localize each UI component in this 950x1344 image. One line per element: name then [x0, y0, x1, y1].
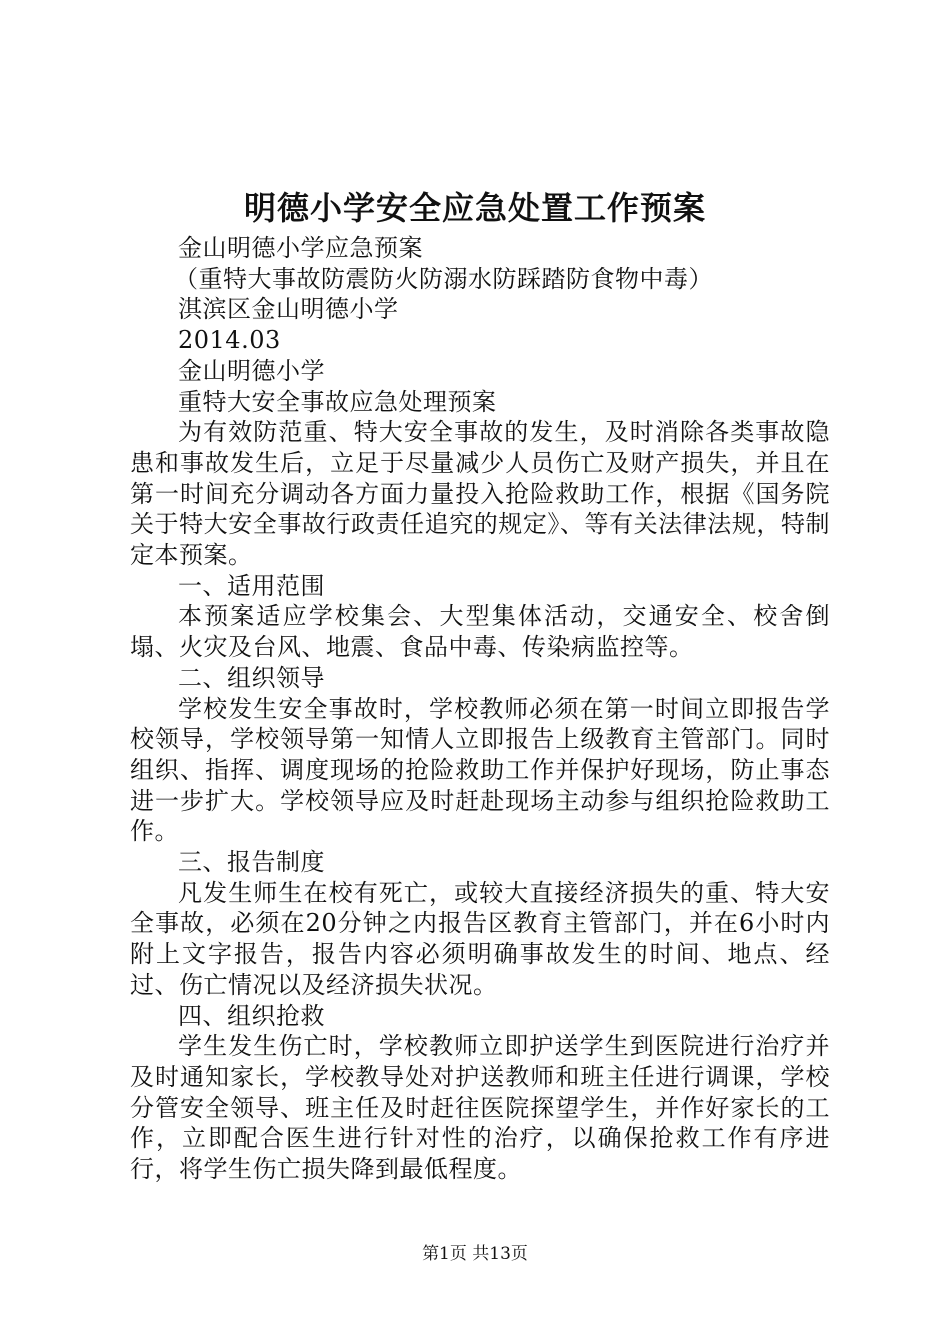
section-paragraph-scope: 本预案适应学校集会、大型集体活动，交通安全、校舍倒塌、火灾及台风、地震、食品中毒、传染病监控等。	[130, 602, 830, 662]
section-heading-leadership: 二、组织领导	[178, 663, 325, 692]
meta-line-school: 金山明德小学	[178, 356, 325, 385]
meta-line-scope: （重特大事故防震防火防溺水防踩踏防食物中毒）	[174, 264, 713, 293]
page-footer: 第1页 共13页	[422, 1244, 528, 1264]
meta-line-plan-name: 重特大安全事故应急处理预案	[178, 387, 497, 416]
document-body	[130, 233, 830, 1185]
meta-line-school-plan: 金山明德小学应急预案	[178, 234, 423, 262]
section-paragraph-leadership: 学校发生安全事故时，学校教师必须在第一时间立即报告学校领导，学校领导第一知情人立即报告上级教育主管部门。同时组织、指挥、调度现场的抢险救助工作并保护好现场，防止事态进一步扩大。学校领导应及时赶赴现场主动参与组织抢险救助工作。	[130, 694, 830, 846]
intro-paragraph: 为有效防范重、特大安全事故的发生，及时消除各类事故隐患和事故发生后，立足于尽量减少人员伤亡及财产损失，并且在第一时间充分调动各方面力量投入抢险救助工作，根据《国务院关于特大安全事故行政责任追究的规定》、等有关法律法规，特制定本预案。	[130, 418, 830, 570]
meta-line-district: 淇滨区金山明德小学	[178, 295, 399, 324]
section-paragraph-reporting: 凡发生师生在校有死亡，或较大直接经济损失的重、特大安全事故，必须在20分钟之内报告区教育主管部门，并在6小时内附上文字报告，报告内容必须明确事故发生的时间、地点、经过、伤亡情况以及经济损失状况。	[130, 878, 830, 999]
meta-line-date: 2014.03	[178, 326, 281, 355]
section-heading-scope: 一、适用范围	[178, 571, 325, 600]
section-paragraph-rescue: 学生发生伤亡时，学校教师立即护送学生到医院进行治疗并及时通知家长，学校教导处对护送教师和班主任进行调课，学校分管安全领导、班主任及时赶往医院探望学生，并作好家长的工作，立即配合医生进行针对性的治疗，以确保抢救工作有序进行，将学生伤亡损失降到最低程度。	[130, 1032, 830, 1184]
section-heading-reporting: 三、报告制度	[178, 848, 325, 877]
section-heading-rescue: 四、组织抢救	[178, 1001, 325, 1030]
document-title: 明德小学安全应急处置工作预案	[243, 189, 706, 227]
